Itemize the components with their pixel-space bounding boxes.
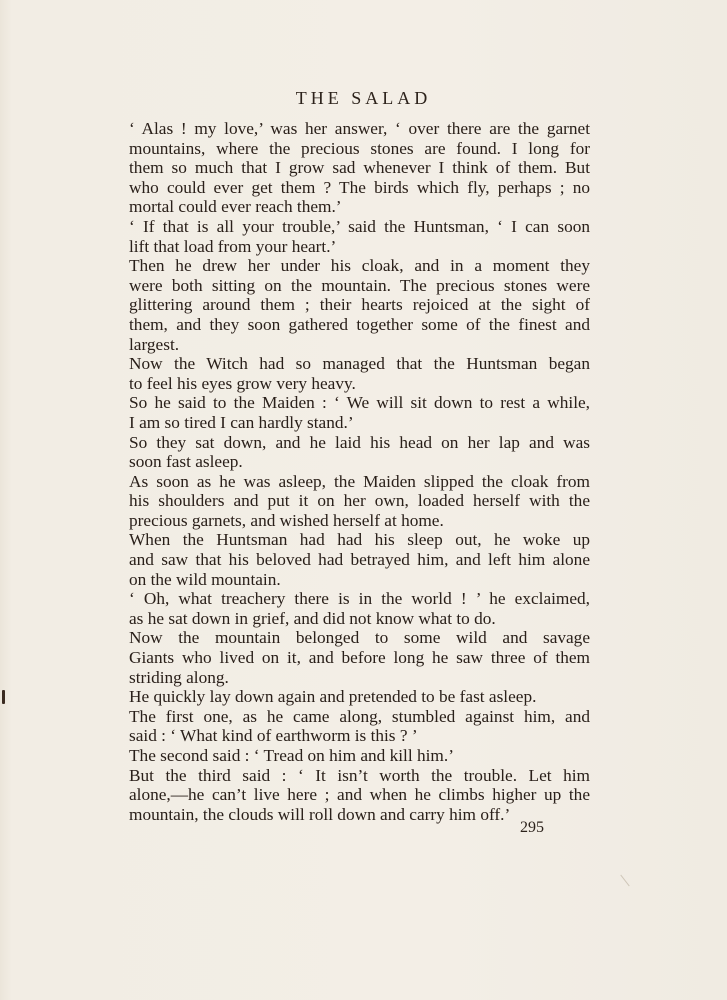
text-line: The first one, as he came along, stumbled against him, and: [129, 706, 590, 726]
text-line: But the third said : ‘ It isn’t worth the trouble. Let him: [129, 765, 590, 785]
text-line: ‘ If that is all your trouble,’ said the Huntsman, ‘ I can soon: [129, 216, 590, 236]
paragraph: [104, 472, 590, 531]
text-line: alone,—he can’t live here ; and when he climbs higher up the: [129, 785, 590, 805]
text-line: who could ever get them ? The birds which fly, perhaps ; no: [129, 177, 590, 197]
text-line: Giants who lived on it, and before long he saw three of them: [129, 648, 590, 668]
text-line: as he sat down in grief, and did not know what to do.: [129, 608, 496, 628]
text-line: ‘ Alas ! my love,’ was her answer, ‘ over there are the garnet: [129, 119, 590, 138]
paragraph: [104, 433, 590, 472]
paragraph: [104, 687, 590, 707]
paragraph: [104, 628, 590, 687]
paragraph: [104, 746, 590, 766]
text-line: striding along.: [129, 667, 229, 687]
text-line: precious garnets, and wished herself at home.: [129, 510, 444, 530]
text-line: I am so tired I can hardly stand.’: [129, 412, 354, 432]
text-line: on the wild mountain.: [129, 569, 281, 589]
text-line: and saw that his beloved had betrayed him, and left him alone: [129, 550, 590, 570]
text-line: them so much that I grow sad whenever I think of them. But: [129, 158, 590, 178]
text-line: were both sitting on the mountain. The precious stones were: [129, 275, 590, 295]
paragraph: [104, 256, 590, 354]
paragraph: [104, 354, 590, 393]
text-line: his shoulders and put it on her own, loaded herself with the: [129, 491, 590, 511]
page-number: 295: [520, 819, 544, 836]
text-line: So they sat down, and he laid his head on her lap and was: [129, 432, 590, 452]
page-edge-mark: [2, 690, 5, 704]
text-line: soon fast asleep.: [129, 452, 243, 472]
body-text: [104, 119, 590, 824]
paragraph: [104, 217, 590, 256]
paper-scratch: [620, 875, 629, 887]
text-line: ‘ Oh, what treachery there is in the world ! ’ he exclaimed,: [129, 589, 590, 609]
text-line: Now the Witch had so managed that the Huntsman began: [129, 354, 590, 374]
text-line: to feel his eyes grow very heavy.: [129, 373, 356, 393]
paragraph: [104, 530, 590, 589]
running-header: THE SALAD: [295, 88, 432, 108]
text-line: So he said to the Maiden : ‘ We will sit down to rest a while,: [129, 393, 590, 413]
text-line: When the Huntsman had had his sleep out, he woke up: [129, 530, 590, 550]
paragraph: [104, 119, 590, 217]
paragraph: [104, 707, 590, 746]
text-line: As soon as he was asleep, the Maiden slipped the cloak from: [129, 471, 590, 491]
paragraph: [104, 766, 590, 825]
text-line: lift that load from your heart.’: [129, 236, 337, 256]
paragraph: [104, 393, 590, 432]
text-line: said : ‘ What kind of earthworm is this ? ’: [129, 726, 418, 746]
text-line: Now the mountain belonged to some wild and savage: [129, 628, 590, 648]
text-line: them, and they soon gathered together some of the finest and: [129, 314, 590, 334]
paragraph: [104, 589, 590, 628]
text-line: Then he drew her under his cloak, and in a moment they: [129, 256, 590, 276]
text-line: mortal could ever reach them.’: [129, 197, 342, 217]
text-line: The second said : ‘ Tread on him and kill him.’: [129, 746, 454, 765]
text-line: mountain, the clouds will roll down and carry him off.’: [129, 804, 511, 824]
text-line: mountains, where the precious stones are found. I long for: [129, 138, 590, 158]
text-line: largest.: [129, 334, 180, 354]
text-line: glittering around them ; their hearts rejoiced at the sight of: [129, 295, 590, 315]
text-line: He quickly lay down again and pretended to be fast asleep.: [129, 687, 537, 707]
